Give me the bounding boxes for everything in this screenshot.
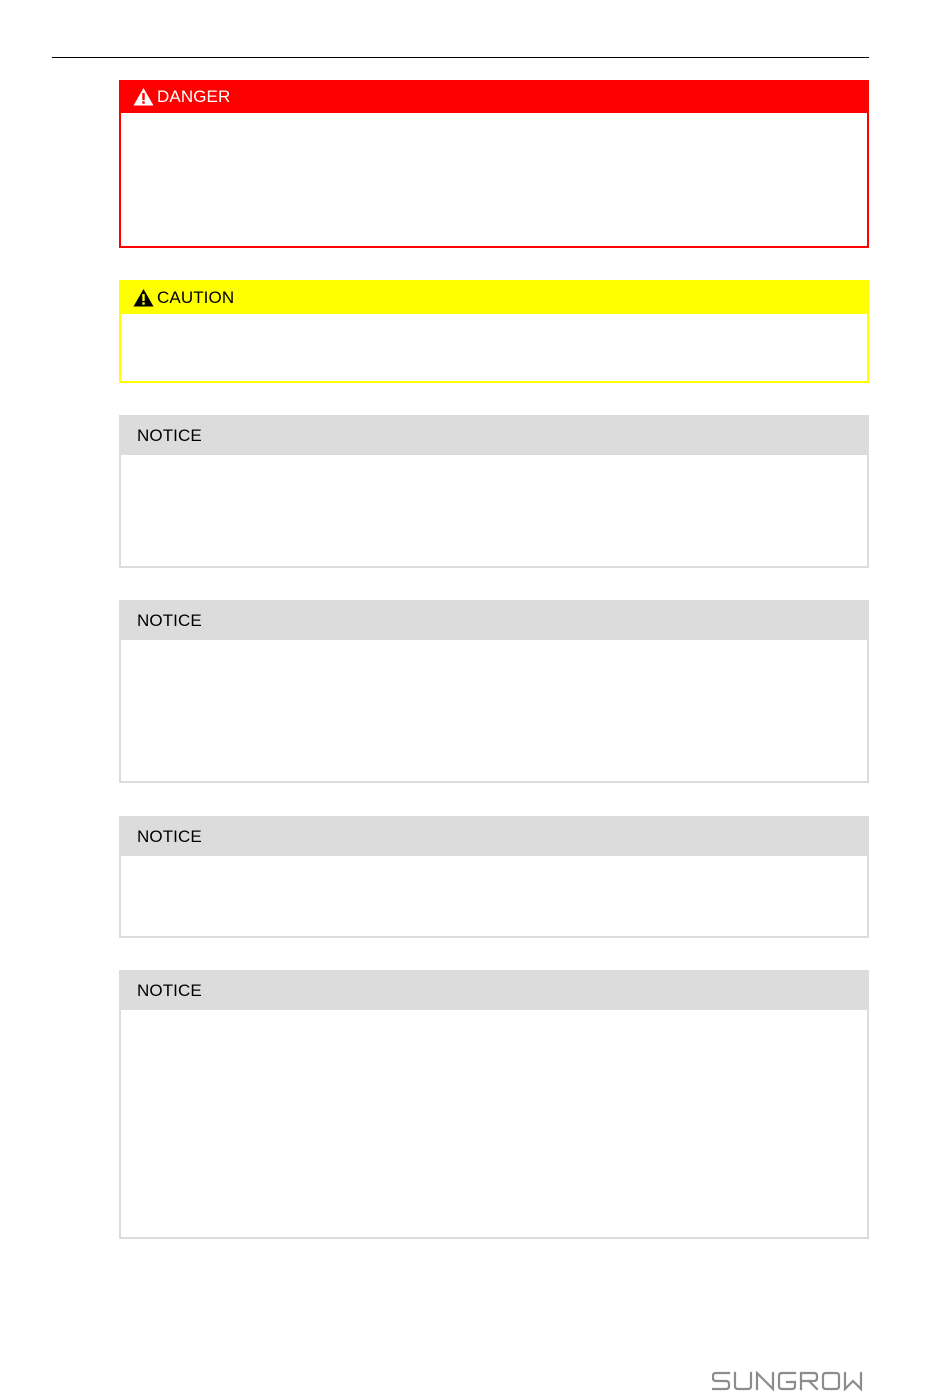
notice-box bbox=[119, 415, 869, 568]
danger-box bbox=[119, 80, 869, 248]
notice-label: NOTICE bbox=[137, 610, 202, 630]
danger-label: DANGER bbox=[157, 87, 231, 106]
notice-box bbox=[119, 600, 869, 783]
notice-header bbox=[119, 816, 869, 856]
notice-header bbox=[119, 600, 869, 640]
sungrow-logo bbox=[712, 1371, 870, 1391]
caution-header bbox=[119, 280, 869, 314]
notice-header bbox=[119, 415, 869, 455]
notice-box bbox=[119, 816, 869, 938]
notice-header bbox=[119, 970, 869, 1010]
warning-triangle-icon bbox=[133, 87, 154, 106]
warning-triangle-icon bbox=[133, 288, 154, 307]
notice-box bbox=[119, 970, 869, 1239]
notice-label: NOTICE bbox=[137, 425, 202, 445]
danger-header bbox=[119, 80, 869, 113]
notice-label: NOTICE bbox=[137, 826, 202, 846]
caution-box bbox=[119, 280, 869, 383]
header-rule bbox=[52, 57, 869, 58]
notice-label: NOTICE bbox=[137, 980, 202, 1000]
caution-label: CAUTION bbox=[157, 287, 235, 307]
